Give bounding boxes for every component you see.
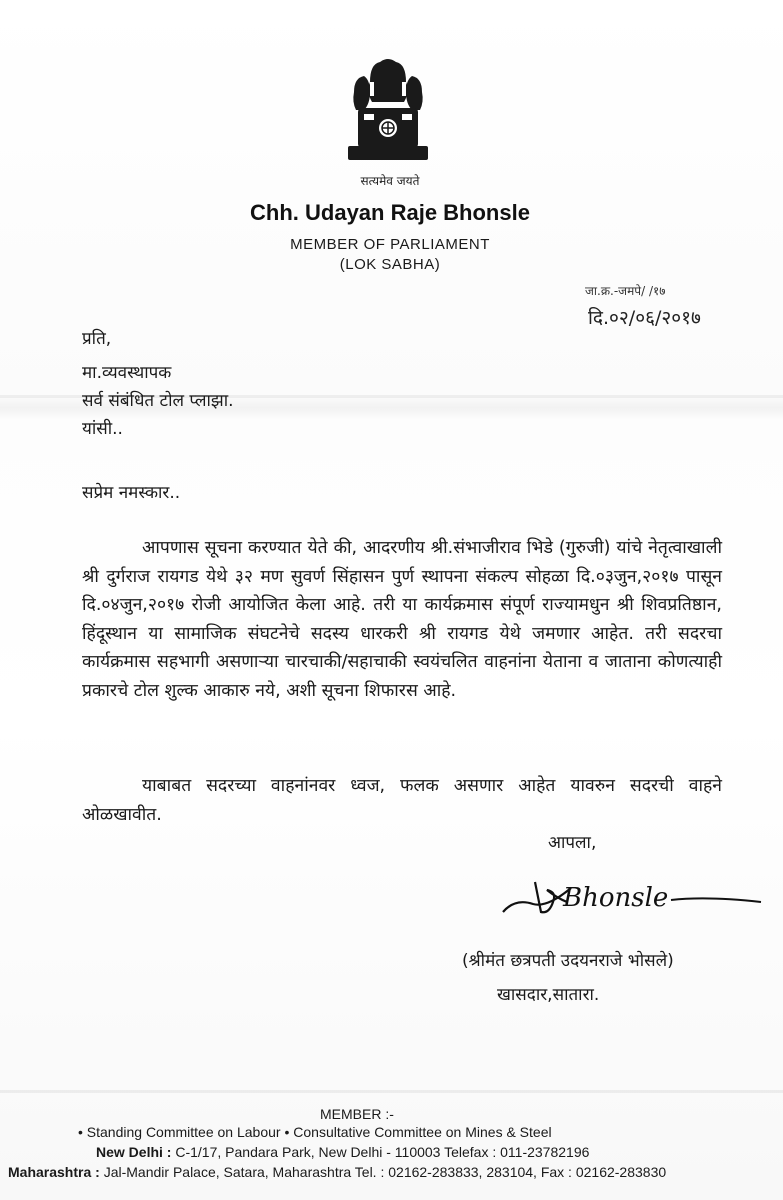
delhi-address: C-1/17, Pandara Park, New Delhi - 110003 Telefax : 011-23782196	[175, 1144, 590, 1160]
maharashtra-label: Maharashtra :	[8, 1164, 100, 1180]
maharashtra-address: Jal-Mandir Palace, Satara, Maharashtra Tel. : 02162-283833, 283104, Fax : 02162-283830	[103, 1164, 667, 1180]
letterhead-designation: MEMBER OF PARLIAMENT	[290, 236, 490, 253]
recipient-line-4: यांसी..	[82, 419, 123, 439]
reference-number: जा.क्र.-जमपे/ /१७	[585, 284, 666, 298]
recipient-line-2: मा.व्यवस्थापक	[82, 363, 172, 383]
footer-delhi-address	[96, 1144, 589, 1160]
footer-committees	[78, 1124, 552, 1140]
letter-date: दि.०२/०६/२०१७	[588, 307, 701, 329]
delhi-label: New Delhi :	[96, 1144, 172, 1160]
footer-member-label: MEMBER :-	[320, 1106, 394, 1122]
paper-fold-line	[0, 1090, 783, 1093]
body-paragraph-2: याबाबत सदरच्या वाहनांनवर ध्वज, फलक असणार आहेत यावरुन सदरची वाहने ओळखावीत.	[82, 776, 722, 825]
signatory-title: खासदार,सातारा.	[497, 985, 600, 1005]
salutation: सप्रेम नमस्कार..	[82, 483, 181, 503]
letterhead-house: (LOK SABHA)	[339, 256, 441, 273]
committee-mines: • Consultative Committee on Mines & Steel	[284, 1124, 552, 1140]
signature-image	[475, 868, 775, 928]
signatory-name: (श्रीमंत छत्रपती उदयनराजे भोसले)	[462, 951, 674, 971]
body-paragraph-1: आपणास सूचना करण्यात येते की, आदरणीय श्री.संभाजीराव भिडे (गुरुजी) यांचे नेतृत्वाखाली श्री दुर्गराज रायगड येथे ३२ मण सुवर्ण सिंहासन पुर्ण स्थापना संकल्प सोहळा दि.०३जुन,२०१७ पासून दि.०४जुन,२०१७ रोजी आयोजित केला आहे. तरी या कार्यक्रमास संपूर्ण राज्यामधुन श्री शिवप्रतिष्ठान, हिंदूस्थान या सामाजिक संघटनेचे सदस्य धारकरी श्री रायगड येथे जमणार आहेत. तरी सदरचा कार्यक्रमास सहभागी असणाऱ्या चारचाकी/सहाचाकी स्वयंचलित वाहनांना येताना व जाताना कोणत्याही प्रकारचे टोल शुल्क आकारु नये, अशी सूचना शिफारस आहे.	[82, 538, 722, 701]
national-emblem-icon	[340, 52, 436, 170]
emblem-motto: सत्यमेव जयते	[360, 174, 420, 188]
svg-text:Bhonsle: Bhonsle	[563, 883, 669, 913]
recipient-line-1: प्रति,	[82, 329, 112, 349]
footer-maharashtra-address	[8, 1164, 666, 1180]
committee-labour: • Standing Committee on Labour	[78, 1124, 281, 1140]
letterhead-name: Chh. Udayan Raje Bhonsle	[250, 200, 530, 225]
recipient-line-3: सर्व संबंधित टोल प्लाझा.	[82, 391, 234, 411]
closing-yours: आपला,	[548, 833, 597, 853]
